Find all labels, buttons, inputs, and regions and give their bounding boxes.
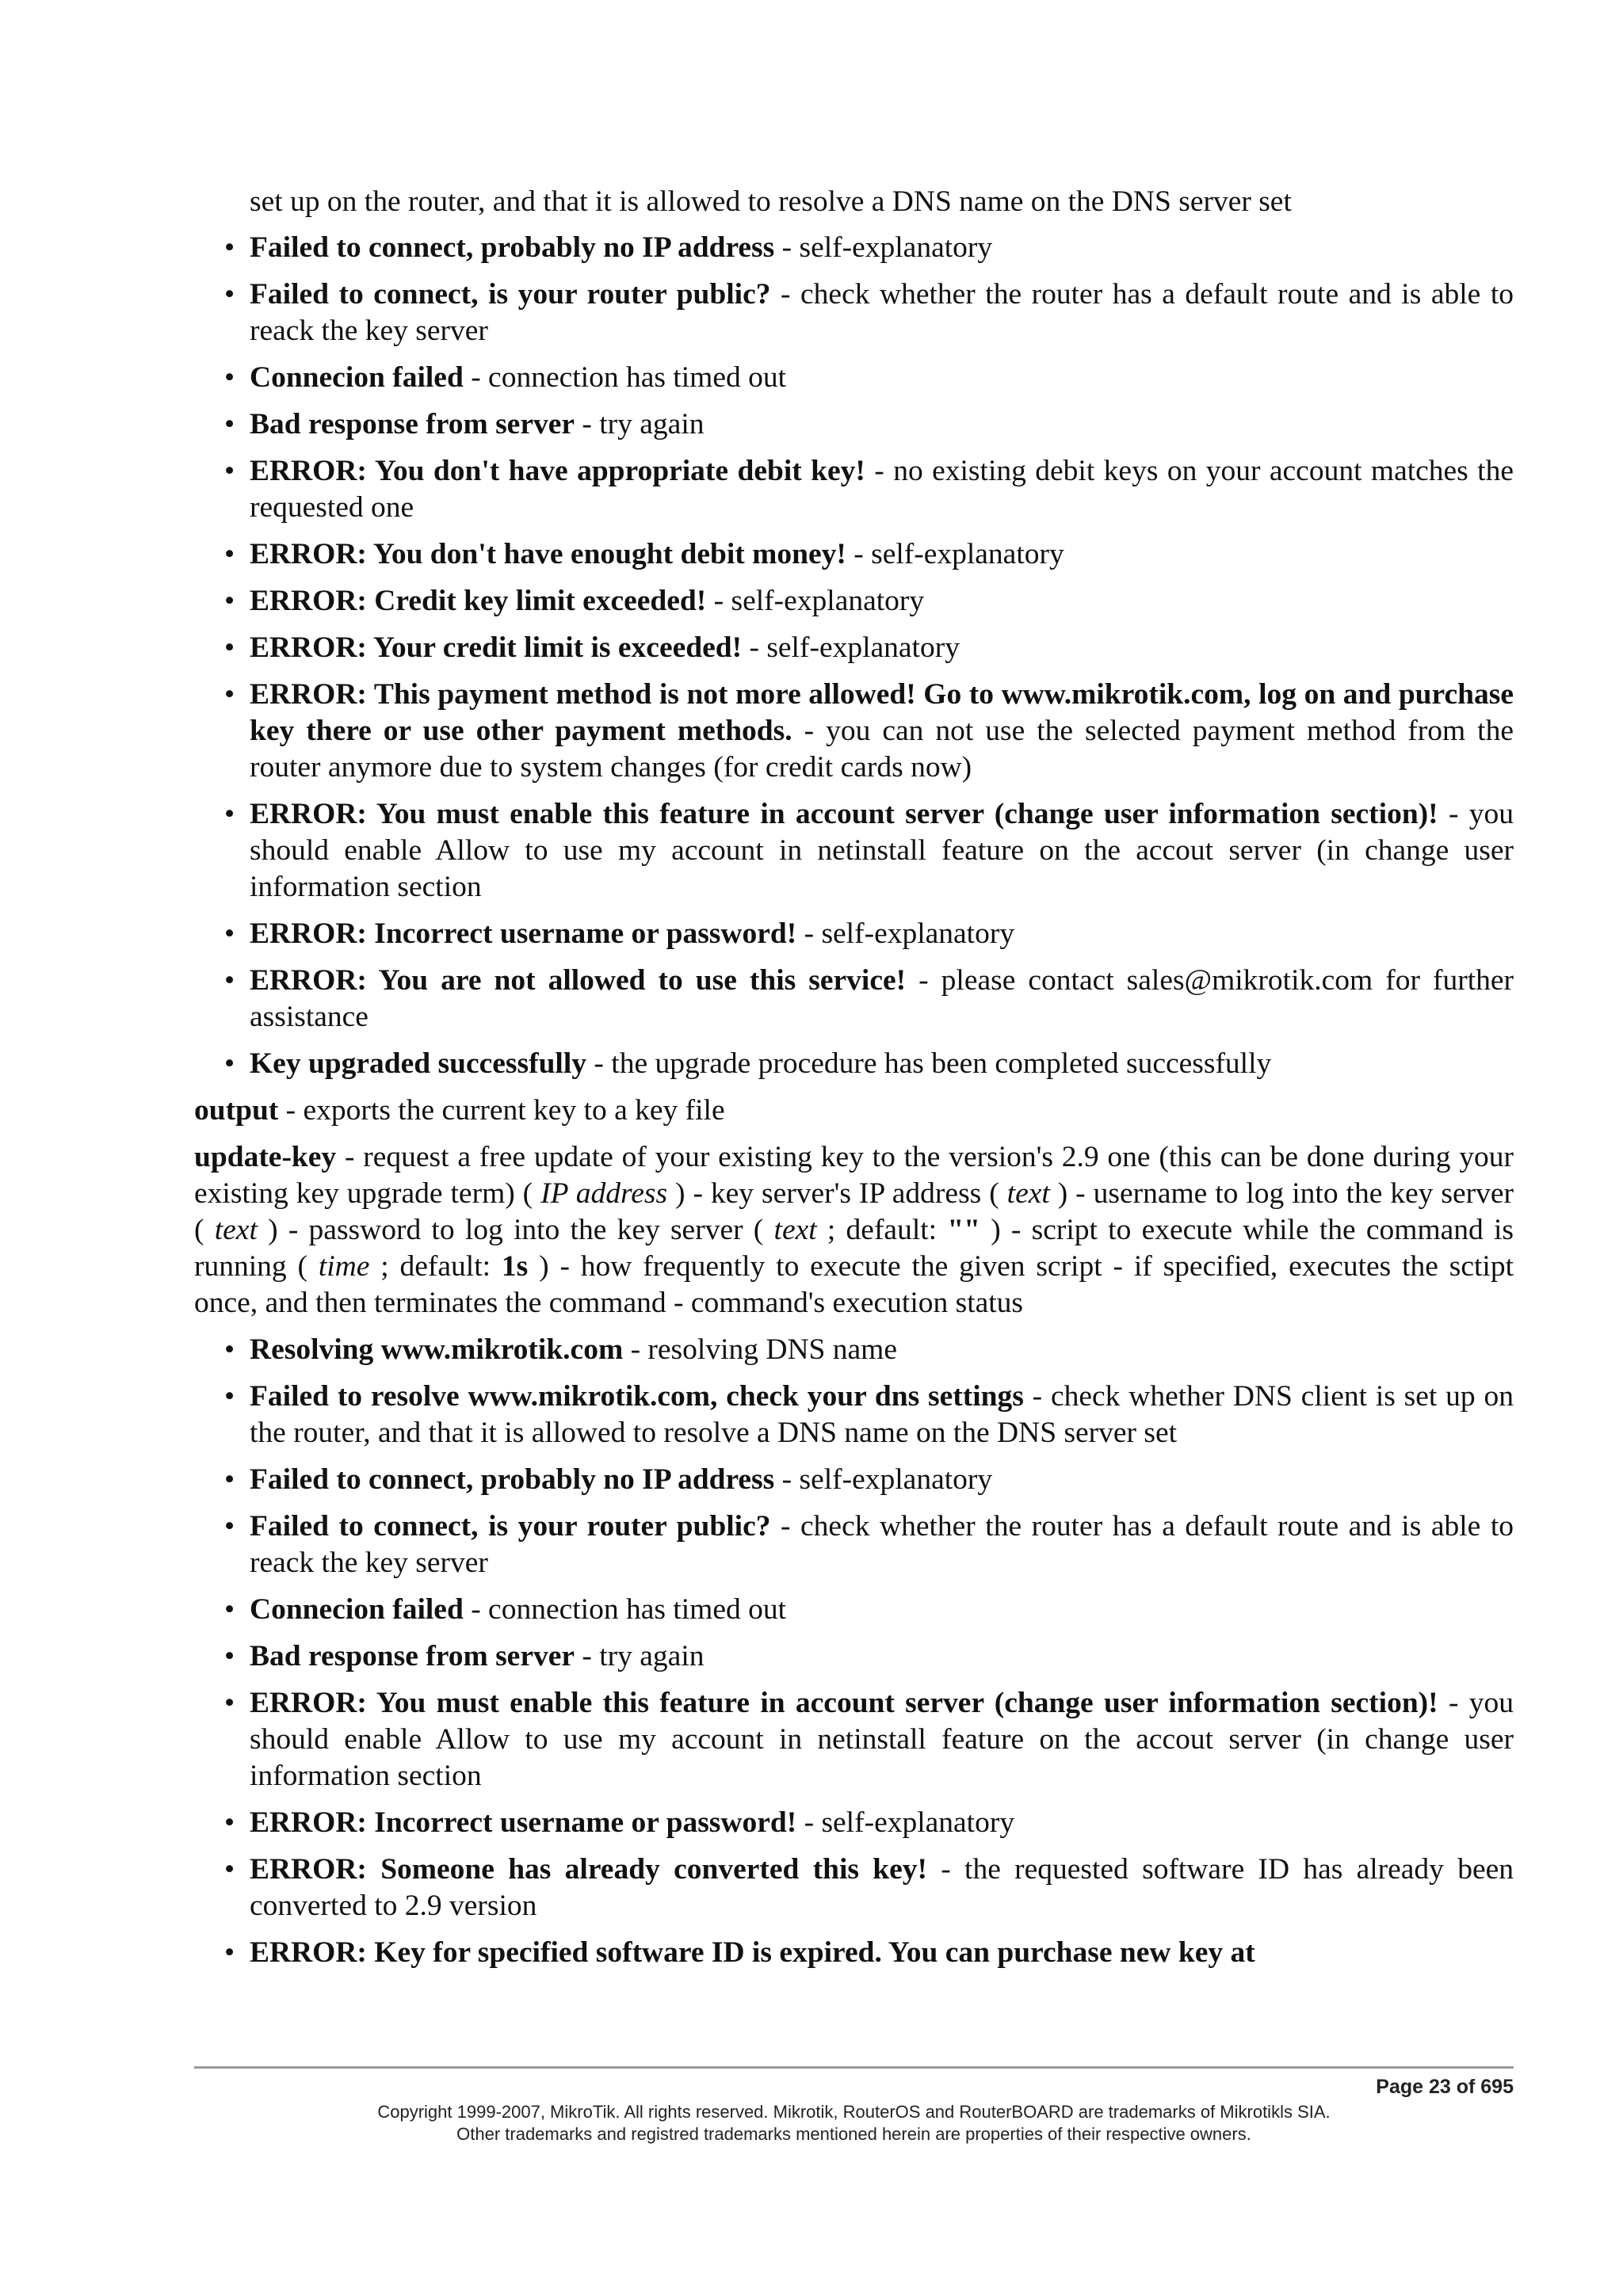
item-desc: - you can not use the selected payment method from the router anymore due to system changes (for credit cards now)	[250, 715, 1514, 784]
output-command	[194, 1093, 1514, 1129]
bullet-icon	[224, 1685, 243, 1722]
page-body	[194, 184, 1514, 1981]
text-run: ) - username to log into the key server (	[194, 1177, 1514, 1246]
text-run: ) - how frequently to execute the given script - if specified, executes the sctipt once, and then terminates the command - command's execution status	[194, 1250, 1514, 1319]
item-desc: - self-explanatory	[774, 231, 993, 264]
error-list-update-key	[194, 1332, 1514, 1971]
bullet-icon	[224, 1462, 243, 1498]
item-desc: - check whether DNS client is set up on the router, and that it is allowed to resolve a DNS name on the DNS server set	[250, 1380, 1514, 1449]
page-number: Page 23 of 695	[1376, 2076, 1514, 2098]
item-term: Key upgraded successfully	[250, 1047, 587, 1080]
item-term: ERROR: Incorrect username or password!	[250, 1806, 797, 1839]
list-item	[194, 1379, 1514, 1451]
item-term: ERROR: You don't have appropriate debit key!	[250, 455, 865, 487]
bullet-icon	[224, 677, 243, 713]
list-item	[194, 1685, 1514, 1794]
command-name: update-key	[194, 1141, 337, 1173]
continuation-line: set up on the router, and that it is allowed to resolve a DNS name on the DNS server set	[250, 185, 1292, 218]
item-desc: - self-explanatory	[846, 538, 1064, 570]
item-term: Failed to connect, probably no IP address	[250, 1463, 775, 1496]
item-desc: - self-explanatory	[706, 585, 925, 617]
list-item	[194, 1592, 1514, 1628]
item-term: ERROR: You must enable this feature in account server (change user information section)!	[250, 1687, 1438, 1719]
list-item	[194, 536, 1514, 573]
list-item	[194, 1462, 1514, 1498]
arg-type: time	[318, 1250, 370, 1283]
item-term: ERROR: Someone has already converted this key!	[250, 1853, 928, 1886]
item-desc: - resolving DNS name	[623, 1333, 897, 1366]
error-list-upgrade	[194, 230, 1514, 1082]
item-desc: - self-explanatory	[774, 1463, 993, 1496]
trademark-line: Other trademarks and registred trademarks mentioned herein are properties of their respective owners.	[456, 2124, 1251, 2144]
item-desc: - connection has timed out	[463, 361, 787, 394]
item-desc: - try again	[575, 1640, 705, 1672]
arg-type: text	[1006, 1177, 1050, 1210]
item-term: ERROR: This payment method is not more allowed! Go to www.mikrotik.com, log on and purchase key there or use other payment methods.	[250, 678, 1514, 747]
bullet-icon	[224, 1852, 243, 1888]
item-term: ERROR: Key for specified software ID is expired. You can purchase new key at	[250, 1936, 1255, 1969]
bullet-icon	[224, 406, 243, 443]
list-item	[194, 1638, 1514, 1675]
item-term: ERROR: You are not allowed to use this service!	[250, 964, 907, 997]
text-run: ; default:	[816, 1214, 948, 1246]
item-term: ERROR: Your credit limit is exceeded!	[250, 631, 743, 664]
item-desc: - you should enable Allow to use my account in netinstall feature on the accout server (in change user information section	[250, 1687, 1514, 1792]
bullet-icon	[224, 916, 243, 952]
item-desc: - self-explanatory	[742, 631, 960, 664]
bullet-icon	[224, 630, 243, 666]
bullet-icon	[224, 1379, 243, 1415]
list-item	[194, 406, 1514, 443]
item-desc: - self-explanatory	[796, 917, 1015, 950]
item-term: Failed to connect, probably no IP address	[250, 231, 775, 264]
item-desc: - self-explanatory	[796, 1806, 1015, 1839]
command-name: output	[194, 1094, 279, 1127]
item-term: Connecion failed	[250, 1593, 464, 1626]
item-term: ERROR: Credit key limit exceeded!	[250, 585, 707, 617]
text-run: ) - key server's IP address (	[667, 1177, 1007, 1210]
copyright-line: Copyright 1999-2007, MikroTik. All rights reserved. Mikrotik, RouterOS and RouterBOARD are trademarks of Mikrotikls SIA.	[377, 2102, 1331, 2122]
item-desc: - connection has timed out	[463, 1593, 787, 1626]
item-term: Bad response from server	[250, 1640, 575, 1672]
text-run: ; default:	[369, 1250, 502, 1283]
list-item	[194, 583, 1514, 620]
bullet-icon	[224, 277, 243, 313]
item-desc: - you should enable Allow to use my account in netinstall feature on the accout server (in change user information section	[250, 798, 1514, 903]
arg-type: text	[214, 1214, 258, 1246]
item-term: ERROR: Incorrect username or password!	[250, 917, 797, 950]
item-term: ERROR: You don't have enought debit money!	[250, 538, 846, 570]
item-desc: - the requested software ID has already been converted to 2.9 version	[250, 1853, 1514, 1922]
list-item	[194, 360, 1514, 396]
item-desc: - check whether the router has a default route and is able to reack the key server	[250, 278, 1514, 347]
bullet-icon	[224, 1935, 243, 1971]
list-item	[194, 1805, 1514, 1841]
command-desc: - exports the current key to a key file	[278, 1094, 725, 1127]
bullet-icon	[224, 796, 243, 833]
item-term: ERROR: You must enable this feature in account server (change user information section)!	[250, 798, 1438, 830]
list-item	[194, 963, 1514, 1035]
list-item	[194, 1332, 1514, 1368]
list-item	[194, 1852, 1514, 1924]
footer-copyright	[194, 2101, 1514, 2145]
list-item	[194, 230, 1514, 266]
item-desc: - the upgrade procedure has been completed successfully	[586, 1047, 1272, 1080]
list-item	[194, 916, 1514, 952]
list-item	[194, 277, 1514, 349]
bullet-icon	[224, 1508, 243, 1545]
bullet-icon	[224, 1592, 243, 1628]
footer-divider	[194, 2066, 1514, 2069]
text-run: ) - password to log into the key server (	[257, 1214, 774, 1246]
item-desc: - please contact sales@mikrotik.com for further assistance	[250, 964, 1514, 1033]
list-item	[194, 796, 1514, 906]
bullet-icon	[224, 1046, 243, 1082]
list-item	[194, 630, 1514, 666]
bullet-icon	[224, 536, 243, 573]
list-item	[194, 453, 1514, 526]
item-term: Resolving www.mikrotik.com	[250, 1333, 624, 1366]
text-run: ) - script to execute while the command is running (	[194, 1214, 1514, 1283]
arg-type: text	[773, 1214, 817, 1246]
bullet-icon	[224, 583, 243, 620]
update-key-command	[194, 1139, 1514, 1322]
list-item	[194, 1935, 1514, 1971]
list-item	[194, 677, 1514, 786]
bullet-icon	[224, 963, 243, 999]
item-term: Failed to connect, is your router public?	[250, 1510, 771, 1543]
bullet-icon	[224, 1332, 243, 1368]
item-term: Failed to resolve www.mikrotik.com, check your dns settings	[250, 1380, 1024, 1413]
item-desc: - try again	[575, 408, 705, 441]
bullet-icon	[224, 1805, 243, 1841]
arg-type: IP address	[540, 1177, 668, 1210]
list-item	[194, 1046, 1514, 1082]
bullet-icon	[224, 1638, 243, 1675]
list-item	[194, 1508, 1514, 1581]
text-run: - request a free update of your existing key to the version's 2.9 one (this can be done during your existing key upgrade term) (	[194, 1141, 1514, 1210]
item-term: Connecion failed	[250, 361, 464, 394]
bullet-icon	[224, 230, 243, 266]
default-value: ""	[947, 1214, 980, 1246]
item-term: Failed to connect, is your router public?	[250, 278, 771, 311]
item-term: Bad response from server	[250, 408, 575, 441]
default-value: 1s	[501, 1250, 529, 1283]
bullet-icon	[224, 360, 243, 396]
bullet-icon	[224, 453, 243, 490]
item-desc: - check whether the router has a default route and is able to reack the key server	[250, 1510, 1514, 1579]
item-desc: - no existing debit keys on your account matches the requested one	[250, 455, 1514, 524]
